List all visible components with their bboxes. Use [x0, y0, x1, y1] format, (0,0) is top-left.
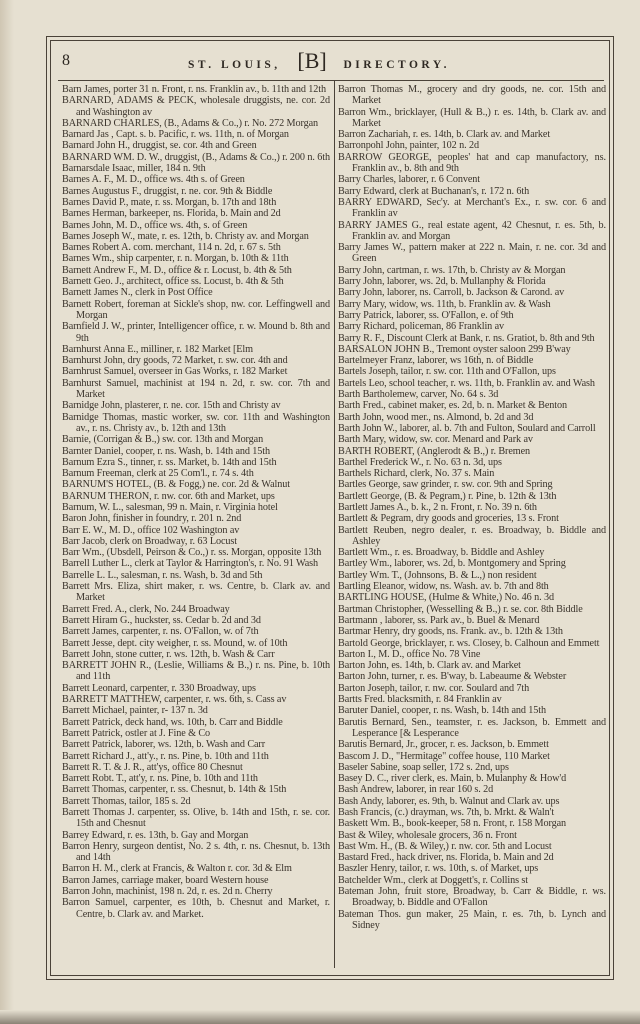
- directory-entry: Barnes Augustus F., druggist, r. ne. cor. 9th & Biddle: [62, 185, 273, 197]
- directory-entry: Barrey Edward, r. es. 13th, b. Gay and Morgan: [62, 829, 249, 841]
- directory-entry: Barnard Jas , Capt. s. b. Pacific, r. ws. 11th, n. of Morgan: [62, 129, 289, 141]
- directory-entry: BARRETT MATTHEW, carpenter, r. ws. 6th, s. Cass av: [62, 694, 287, 706]
- directory-entry: Barry R. F., Discount Clerk at Bank, r. ns. Gratiot, b. 8th and 9th: [338, 332, 595, 344]
- directory-entry: Barnard John H., druggist, se. cor. 4th and Green: [62, 140, 257, 152]
- directory-entry: Barry John, laborer, ns. Carroll, b. Jackson & Carond. av: [338, 287, 565, 299]
- directory-entry: Barthel Frederick W., r. No. 63 n. 3d, ups: [338, 456, 502, 468]
- header-rule: [58, 80, 604, 81]
- directory-entry: Barron Zachariah, r. es. 14th, b. Clark av. and Market: [338, 129, 551, 141]
- directory-entry: BARROW GEORGE, peoples' hat and cap manufactory, ns. Franklin av., b. 8th and 9th: [338, 151, 606, 175]
- page-edge-shadow: [0, 0, 14, 1024]
- directory-entry: Barutis Bernard, Sen., teamster, r. es. Jackson, b. Emmett and Lesperance [& Lesperance: [338, 716, 606, 739]
- directory-entry: Barrelle L. L., salesman, r. ns. Wash, b. 3d and 5th: [62, 569, 263, 581]
- directory-entry: Barry Edward, clerk at Buchanan's, r. 172 n. 6th: [338, 185, 530, 197]
- directory-entry: Barron Henry, surgeon dentist, No. 2 s. 4th, r. ns. Chesnut, b. 13th and 14th: [62, 840, 330, 864]
- right-column: [338, 84, 606, 931]
- directory-entry: Barton Joseph, tailor, r. nw. cor. Soulard and 7th: [338, 682, 530, 694]
- directory-entry: Barthels Richard, clerk, No. 37 s. Main: [338, 468, 495, 480]
- directory-entry: Bartmann , laborer, ss. Park av., b. Buel & Menard: [338, 614, 540, 626]
- directory-entry: Barth John W., laborer, al. b. 7th and Fulton, Soulard and Carroll: [338, 422, 596, 434]
- directory-entry: Barron James, carriage maker, board Western house: [62, 874, 269, 886]
- directory-entry: Barnes Robert A. com. merchant, 114 n. 2d, r. 67 s. 5th: [62, 242, 281, 254]
- directory-entry: BARNARD CHARLES, (B., Adams & Co.,) r. No. 272 Morgan: [62, 117, 319, 129]
- directory-entry: Barron Samuel, carpenter, es 10th, b. Chesnut and Market, r. Centre, b. Clark av. and Market.: [62, 897, 330, 920]
- page-number: 8: [62, 52, 70, 69]
- directory-entry: BARNUM THERON, r. nw. cor. 6th and Market, ups: [62, 490, 275, 502]
- directory-entry: Barrett Jesse, dept. city weigher, r. ss. Mound, w. of 10th: [62, 637, 288, 649]
- directory-entry: Bartts Fred. blacksmith, r. 84 Franklin av: [338, 694, 502, 706]
- directory-entry: Barrett Richard J., att'y., r. ns. Pine, b. 10th and 11th: [62, 750, 269, 762]
- directory-entry: Barrett Mrs. Eliza, shirt maker, r. ws. Centre, b. Clark av. and Market: [62, 581, 330, 604]
- directory-entry: Barth Fred., cabinet maker, es. 2d, b. n. Market & Benton: [338, 400, 567, 412]
- directory-entry: Barrett Patrick, laborer, ws. 12th, b. Wash and Carr: [62, 739, 266, 751]
- directory-entry: Barnhurst Anna E., milliner, r. 182 Market [Elm: [62, 343, 253, 355]
- directory-entry: Barnidge John, plasterer, r. ne. cor. 15th and Christy av: [62, 400, 281, 412]
- directory-entry: Bartley Wm. T., (Johnsons, B. & L.,) non resident: [338, 569, 537, 581]
- directory-entry: Barth Mary, widow, sw. cor. Menard and Park av: [338, 434, 533, 446]
- directory-entry: Barton John, turner, r. es. B'way, b. Labeaume & Webster: [338, 671, 567, 683]
- directory-entry: Barnett Geo. J., architect, office ss. Locust, b. 4th & 5th: [62, 276, 284, 288]
- directory-entry: Bartlett James A., b. k., 2 n. Front, r. No. 39 n. 6th: [338, 501, 537, 513]
- directory-entry: Barrett Patrick, ostler at J. Fine & Co: [62, 727, 211, 739]
- directory-entry: Barnum, W. L., salesman, 99 n. Main, r. Virginia hotel: [62, 501, 278, 513]
- directory-entry: Barry Charles, laborer, r. 6 Convent: [338, 174, 480, 186]
- directory-entry: Barnett Robert, foreman at Sickle's shop, nw. cor. Leffingwell and Morgan: [62, 298, 330, 321]
- directory-entry: Barr E. W., M. D., office 102 Washington av: [62, 524, 240, 536]
- directory-entry: Barrett John, stone cutter, r. ws. 12th, b. Wash & Carr: [62, 648, 275, 660]
- directory-entry: Barnfield J. W., printer, Intelligencer office, r. w. Mound b. 8th and 9th: [62, 321, 330, 344]
- directory-entry: Barnes David P., mate, r. ss. Morgan, b. 17th and 18th: [62, 196, 277, 208]
- directory-entry: Barry John, cartman, r. ws. 17th, b. Christy av & Morgan: [338, 264, 566, 276]
- running-head-title: DIRECTORY.: [343, 59, 450, 71]
- directory-entry: Barrell Luther L., clerk at Taylor & Harrington's, r. No. 91 Wash: [62, 558, 318, 570]
- directory-entry: Barnie, (Corrigan & B.,) sw. cor. 13th and Morgan: [62, 434, 264, 446]
- directory-entry: Bartlett George, (B. & Pegram,) r. Pine, b. 12th & 13th: [338, 490, 557, 502]
- directory-entry: Barrett Michael, painter, r- 137 n. 3d: [62, 705, 208, 717]
- directory-entry: Barry Mary, widow, ws. 11th, b. Franklin av. & Wash: [338, 298, 551, 310]
- directory-entry: Barrett Robt. T., att'y, r. ns. Pine, b. 10th and 11th: [62, 773, 258, 785]
- directory-entry: Barr Jacob, clerk on Broadway, r. 63 Locust: [62, 535, 237, 547]
- directory-entry: Bartelmeyer Franz, laborer, ws 16th, n. of Biddle: [338, 355, 534, 367]
- directory-entry: Baron John, finisher in foundry, r. 201 n. 2nd: [62, 513, 242, 525]
- directory-entry: Barrett Thomas, carpenter, r. ss. Chesnut, b. 14th & 15th: [62, 784, 287, 796]
- running-head-letter: [B]: [297, 48, 327, 73]
- directory-entry: Barr Wm., (Ubsdell, Peirson & Co.,) r. ss. Morgan, opposite 13th: [62, 547, 322, 559]
- directory-entry: Barrett Hiram G., huckster, ss. Cedar b. 2d and 3d: [62, 614, 261, 626]
- directory-entry: Barnidge Thomas, mastic worker, sw. cor. 11th and Washington av., r. ns. Christy av., b. 12th and 13th: [62, 411, 330, 434]
- directory-entry: Bartley Wm., laborer, ws. 2d, b. Montgomery and Spring: [338, 558, 566, 570]
- directory-entry: Baseler Sabine, soap seller, 172 s. 2nd, ups: [338, 761, 509, 773]
- directory-entry: Baruter Daniel, cooper, r. ns. Wash, b. 14th and 15th: [338, 705, 547, 717]
- directory-entry: BARSALON JOHN B., Tremont oyster saloon 299 B'way: [338, 343, 571, 355]
- directory-entry: Baskett Wm. B., book-keeper, 58 n. Front, r. 158 Morgan: [338, 818, 567, 830]
- directory-entry: Barry Richard, policeman, 86 Franklin av: [338, 321, 505, 333]
- directory-entry: Bartels Leo, school teacher, r. ws. 11th, b. Franklin av. and Wash: [338, 377, 595, 389]
- column-divider: [334, 80, 335, 968]
- directory-entry: Barth John, wood mer., ns. Almond, b. 2d and 3d: [338, 411, 534, 423]
- directory-entry: Barutis Bernard, Jr., grocer, r. es. Jackson, b. Emmett: [338, 739, 549, 751]
- directory-entry: BARNUM'S HOTEL, (B. & Fogg,) ne. cor. 2d & Walnut: [62, 479, 290, 491]
- directory-entry: Bast Wm. H., (B. & Wiley,) r. nw. cor. 5th and Locust: [338, 840, 552, 852]
- directory-entry: Barrett Leonard, carpenter, r. 330 Broadway, ups: [62, 682, 256, 694]
- directory-entry: Barron Wm., bricklayer, (Hull & B.,) r. es. 14th, b. Clark av. and Market: [338, 106, 606, 129]
- directory-entry: BARRY EDWARD, Sec'y. at Merchant's Ex., r. sw. cor. 6 and Franklin av: [338, 196, 606, 220]
- directory-entry: Basey D. C., river clerk, es. Main, b. Mulanphy & How'd: [338, 773, 567, 785]
- directory-entry: Barnarsdale Isaac, miller, 184 n. 9th: [62, 163, 206, 175]
- running-head-city: ST. LOUIS,: [188, 59, 281, 71]
- directory-entry: Barnes John, M. D., office ws. 4th, s. of Green: [62, 219, 248, 231]
- directory-entry: Barrett Fred. A., clerk, No. 244 Broadway: [62, 603, 230, 615]
- directory-entry: Bartlett & Pegram, dry goods and groceries, 13 s. Front: [338, 513, 559, 525]
- directory-entry: Barrett Patrick, deck hand, ws. 10th, b. Carr and Biddle: [62, 716, 283, 728]
- directory-entry: Barnett James N., clerk in Post Office: [62, 287, 213, 299]
- directory-entry: Barnhurst John, dry goods, 72 Market, r. sw. cor. 4th and: [62, 355, 288, 367]
- directory-entry: Bash Francis, (c.) drayman, ws. 7th, b. Mrkt. & Waln't: [338, 807, 555, 818]
- directory-entry: Barnes A. F., M. D., office ws. 4th s. of Green: [62, 174, 245, 186]
- directory-entry: Barrett R. T. & J. R., att'ys, office 80 Chesnut: [62, 761, 243, 773]
- running-head: [188, 48, 518, 74]
- directory-entry: BARTLING HOUSE, (Hulme & White,) No. 46 n. 3d: [338, 592, 554, 604]
- directory-entry: Batchelder Wm., clerk at Doggett's, r. Collins st: [338, 874, 528, 886]
- directory-entry: BARNARD, ADAMS & PECK, wholesale druggists, ne. cor. 2d and Washington av: [62, 95, 330, 118]
- directory-entry: BARNARD WM. D. W., druggist, (B., Adams & Co.,) r. 200 n. 6th: [62, 151, 330, 163]
- directory-entry: Barton John, es. 14th, b. Clark av. and Market: [338, 660, 521, 672]
- directory-entry: Baszler Henry, tailor, r. ws. 10th, s. of Market, ups: [338, 863, 539, 875]
- directory-entry: Barton I., M. D., office No. 78 Vine: [338, 648, 481, 660]
- directory-entry: Barry James W., pattern maker at 222 n. Main, r. ne. cor. 3d and Green: [338, 242, 606, 265]
- directory-entry: Barrett James, carpenter, r. ns. O'Fallon, w. of 7th: [62, 626, 259, 638]
- directory-entry: Bast & Wiley, wholesale grocers, 36 n. Front: [338, 829, 517, 841]
- directory-entry: Barrett Thomas, tailor, 185 s. 2d: [62, 795, 191, 807]
- directory-entry: Barnett Andrew F., M. D., office & r. Locust, b. 4th & 5th: [62, 264, 292, 276]
- directory-entry: Barnum Ezra S., tinner, r. ss. Market, b. 14th and 15th: [62, 456, 277, 468]
- directory-entry: Bartlett Wm., r. es. Broadway, b. Biddle and Ashley: [338, 547, 545, 559]
- directory-entry: Barnes Wm., ship carpenter, r. n. Morgan, b. 10th & 11th: [62, 253, 289, 265]
- directory-entry: Barron Thomas M., grocery and dry goods, ne. cor. 15th and Market: [338, 84, 606, 107]
- directory-entry: Bash Andrew, laborer, in rear 160 s. 2d: [338, 784, 494, 796]
- directory-entry: Bartlett Reuben, negro dealer, r. es. Broadway, b. Biddle and Ashley: [338, 524, 606, 547]
- directory-entry: BARRETT JOHN R., (Leslie, Williams & B.,) r. ns. Pine, b. 10th and 11th: [62, 660, 330, 683]
- directory-entry: Barnhurst Samuel, machinist at 194 n. 2d, r. sw. cor. 7th and Market: [62, 377, 330, 401]
- directory-entry: Bartling Eleanor, widow, ns. Wash. av. b. 7th and 8th: [338, 581, 549, 593]
- directory-entry: Barry Patrick, laborer, ss. O'Fallon, e. of 9th: [338, 309, 514, 321]
- directory-entry: Barnes Herman, barkeeper, ns. Florida, b. Main and 2d: [62, 208, 281, 220]
- directory-entry: Bartman Christopher, (Wesselling & B.,) r. se. cor. 8th Biddle: [338, 603, 583, 615]
- directory-entry: Bartold George, bricklayer, r. ws. Closey, b. Calhoun and Emmett: [338, 637, 600, 649]
- directory-entry: Barnter Daniel, cooper, r. ns. Wash, b. 14th and 15th: [62, 445, 271, 457]
- directory-entry: Bateman Thos. gun maker, 25 Main, r. es. 7th, b. Lynch and Sidney: [338, 908, 606, 931]
- directory-entry: Bastard Fred., hack driver, ns. Florida, b. Main and 2d: [338, 852, 554, 864]
- directory-entry: Bash Andy, laborer, es. 9th, b. Walnut and Clark av. ups: [338, 795, 560, 807]
- page-header: [58, 48, 604, 76]
- directory-entry: Barn James, porter 31 n. Front, r. ns. Franklin av., b. 11th and 12th: [62, 84, 326, 95]
- left-column: [62, 84, 330, 920]
- directory-entry: Bateman John, fruit store, Broadway, b. Carr & Biddle, r. ws. Broadway, b. Biddle and O'Fallon: [338, 886, 606, 909]
- directory-entry: Barrett Thomas J. carpenter, ss. Olive, b. 14th and 15th, r. se. cor. 15th and Chesnut: [62, 807, 330, 830]
- directory-entry: BARTH ROBERT, (Anglerodt & B.,) r. Bremen: [338, 445, 530, 457]
- directory-entry: Bartels Joseph, tailor, r. sw. cor. 11th and O'Fallon, ups: [338, 366, 556, 378]
- page-bottom-shadow: [0, 1010, 640, 1024]
- directory-entry: Bascom J. D., "Hermitage" coffee house, 110 Market: [338, 750, 550, 762]
- directory-entry: Barron John, machinist, 198 n. 2d, r. es. 2d n. Cherry: [62, 886, 273, 898]
- directory-entry: Barronpohl John, painter, 102 n. 2d: [338, 140, 479, 152]
- directory-entry: Barry John, laborer, ws. 2d, b. Mullanphy & Florida: [338, 276, 546, 288]
- directory-entry: Barnhrust Samuel, overseer in Gas Works, r. 182 Market: [62, 366, 288, 378]
- directory-entry: Bartmar Henry, dry goods, ns. Frank. av., b. 12th & 13th: [338, 626, 563, 638]
- directory-entry: Barth Bartholemew, carver, No. 64 s. 3d: [338, 389, 499, 401]
- directory-entry: BARRY JAMES G., real estate agent, 42 Chesnut, r. es. 5th, b. Franklin av. and Morgan: [338, 219, 606, 242]
- directory-entry: Barnes Joseph W., mate, r. es. 12th, b. Christy av. and Morgan: [62, 230, 309, 242]
- directory-entry: Bartles George, saw grinder, r. sw. cor. 9th and Spring: [338, 479, 553, 491]
- directory-entry: Barron H. M., clerk at Francis, & Walton r. cor. 3d & Elm: [62, 863, 292, 875]
- directory-entry: Barnum Freeman, clerk at 25 Com'l., r. 74 s. 4th: [62, 468, 254, 480]
